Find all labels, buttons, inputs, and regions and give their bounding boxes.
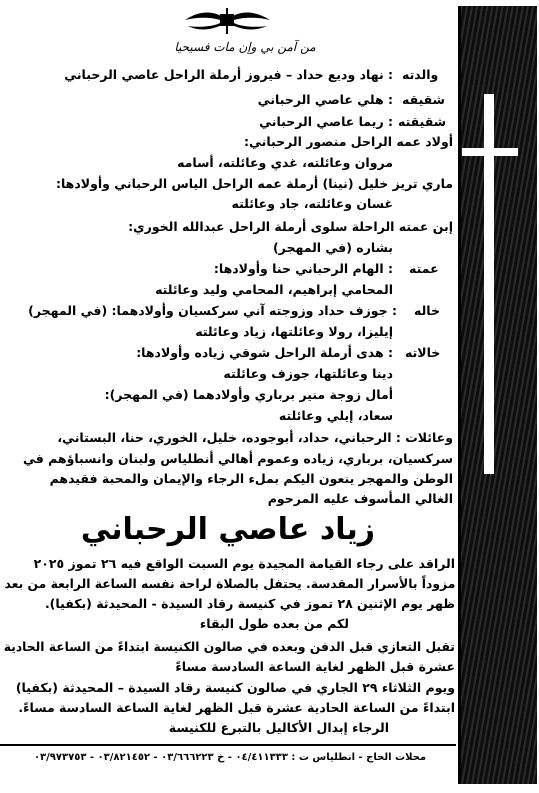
cross-icon-bar [462, 148, 518, 156]
families-line1: وعائلات : الرحباني، حداد، أبوجوده، خليل، الخوري، حنا، البستاني، [57, 430, 453, 445]
maternal-uncle-line1: : جوزف حداد وزوجته آني سركسيان وأولادهما: (في المهجر) [28, 303, 397, 318]
sister1-text: : هلي عاصي الرحباني [257, 92, 393, 107]
sister2-label: شقيقته [398, 114, 447, 129]
condolences-line2: عشرة قبل الظهر لغاية الساعة السادسة مساءً [175, 659, 455, 674]
maternal-aunts-line2: دينا وعائلتها، جوزف وعائلته [223, 366, 393, 381]
maternal-uncle-line2: إيليزا، رولا وعائلتها، زياد وعائلته [195, 324, 393, 339]
aunt-line2: المحامي إبراهيم، المحامي وليد وعائلته [155, 282, 393, 297]
mourning-band [458, 6, 537, 784]
funeral-line4: لكم من بعده طول البقاء [199, 616, 349, 631]
uncle-children-line3: غسان وعائلته، جاد وعائلته [231, 196, 393, 211]
maternal-aunts-line4: سعاد، إيلي وعائلته [278, 408, 393, 423]
uncle-children-line2: ماري تريز خليل (نينا) أرملة عمه الراحل الياس الرحباني وأولادها: [55, 176, 453, 191]
maternal-uncle-label: خاله [414, 303, 440, 318]
sister2-text: : ريما عاصي الرحباني [259, 114, 393, 129]
scripture-quote: من آمن بي وإن مات فسيحيا [174, 40, 316, 54]
aunt-line1: : الهام الرحباني حنا وأولادها: [213, 261, 393, 276]
aunt-son-line1: بشاره (في المهجر) [272, 240, 393, 255]
condolences-line1: تقبل التعازي قبل الدفن وبعده في صالون الكنيسة ابتداءً من الساعة الحادية [3, 639, 455, 654]
footer-contacts: محلات الحاج - انطلياس ت : ٠٤/٤١١٣٣٣ - خ ٠٣/٦٦٦٢٢٣ - ٠٣/٨٢١٤٥٢ - ٠٣/٩٧٣٧٥٣ [33, 752, 427, 763]
funeral-line3: ظهر يوم الإثنين ٢٨ تموز في كنيسة رقاد السيدة - المحيدثة (بكفيا). [44, 596, 455, 611]
maternal-aunts-line3: أمال زوجة منير برباري وأولادهما (في المهجر): [104, 387, 393, 402]
sister1-label: شقيقه [402, 92, 445, 107]
aunt-label: عمته [409, 261, 439, 276]
ornament-cross-icon [180, 6, 275, 36]
families-line3: الوطن والمهجر ينعون اليكم بملء الرجاء والإيمان والمحبة فقيدهم [49, 471, 453, 486]
families-line2: سركسيان، برباري، زياده وعموم أهالي أنطلياس ولبنان وانسباؤهم في [22, 451, 453, 466]
funeral-line1: الراقد على رجاء القيامة المجيدة يوم السبت الواقع فيه ٢٦ تموز ٢٠٢٥ [33, 556, 455, 571]
mother-text: : نهاد وديع حداد – فيروز أرملة الراحل عاصي الرحباني [64, 67, 393, 82]
footer-divider [0, 744, 456, 746]
condolences-line5: الرجاء إبدال الأكاليل بالتبرع للكنيسة [168, 720, 389, 735]
condolences-line4: ابتداءً من الساعة الحادية عشرة قبل الظهر لغاية الساعة السادسة مساءً. [18, 700, 455, 715]
maternal-aunts-line1: : هدى أرملة الراحل شوقي زياده وأولادها: [136, 345, 393, 360]
families-line4: الغالي المأسوف عليه المرحوم [267, 491, 453, 506]
mother-label: والدته [402, 67, 439, 82]
funeral-line2: مزوداً بالأسرار المقدسة. يحتفل بالصلاة لراحة نفسه الساعة الرابعة من بعد [4, 576, 455, 591]
maternal-aunts-label: خالاته [405, 345, 441, 360]
aunt-son-heading: إبن عمته الراحلة سلوى أرملة الراحل عبدالله الخوري: [128, 219, 453, 234]
deceased-name: زياد عاصي الرحباني [80, 512, 376, 547]
uncle-children-line1: مروان وعائلته، غدي وعائلته، أسامه [177, 155, 393, 170]
uncle-children-heading: أولاد عمه الراحل منصور الرحباني: [244, 134, 453, 149]
condolences-line3: ويوم الثلاثاء ٢٩ الجاري في صالون كنيسة رقاد السيدة – المحيدثة (بكفيا) [15, 680, 455, 695]
